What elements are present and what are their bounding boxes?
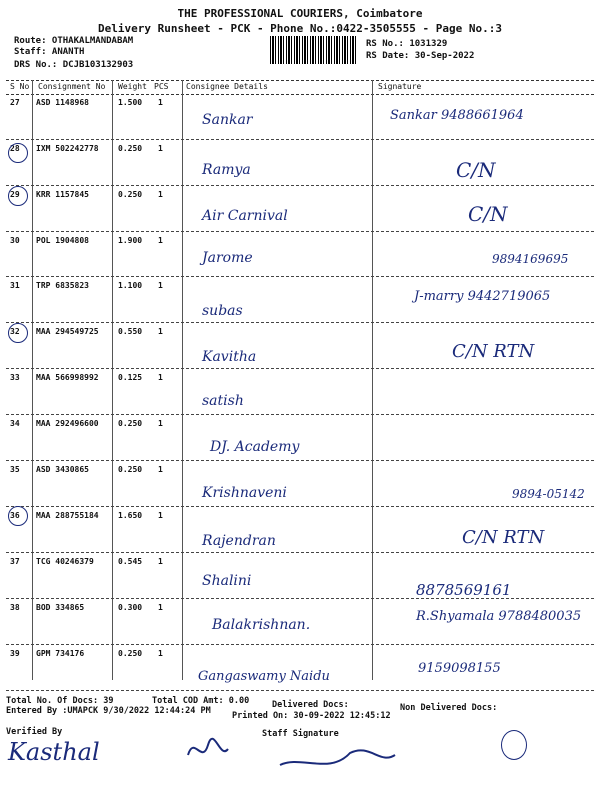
table-row: [6, 461, 594, 507]
row-signature: C/N: [468, 202, 508, 226]
table-row: [6, 140, 594, 186]
row-consignment: BOD 334865: [36, 603, 85, 612]
row-signature: C/N RTN: [462, 527, 545, 548]
row-consignee: Kavitha: [202, 349, 257, 365]
row-consignment: KRR 1157845: [36, 190, 89, 199]
row-pcs: 1: [158, 281, 163, 290]
table-row: [6, 415, 594, 461]
row-consignment: TRP 6835823: [36, 281, 89, 290]
row-sno: 27: [10, 98, 20, 107]
row-consignee: DJ. Academy: [210, 439, 300, 455]
table-row: [6, 94, 594, 140]
row-sno: 28: [10, 144, 20, 153]
row-consignee: Air Carnival: [202, 208, 288, 224]
row-consignee: Shalini: [202, 573, 252, 589]
verifier-signature: Kasthal: [8, 738, 100, 766]
row-sno: 32: [10, 327, 20, 336]
row-signature: Sankar 9488661964: [390, 108, 524, 123]
barcode-image: [270, 36, 356, 64]
col-consignee: Consignee Details: [186, 82, 268, 91]
col-signature: Signature: [378, 82, 422, 91]
row-pcs: 1: [158, 190, 163, 199]
route-label: Route: OTHAKALMANDABAM: [14, 36, 134, 46]
row-weight: 1.650: [118, 511, 143, 520]
row-sno: 29: [10, 190, 20, 199]
staff-label: Staff: ANANTH: [14, 47, 85, 57]
row-consignment: TCG 40246379: [36, 557, 94, 566]
row-sno: 37: [10, 557, 20, 566]
table-row: [6, 599, 594, 645]
drs-label: DRS No.: DCJB103132903: [14, 60, 134, 70]
row-consignment: ASD 3430865: [36, 465, 89, 474]
row-pcs: 1: [158, 557, 163, 566]
circle-mark-icon: [8, 143, 28, 163]
total-docs: Total No. Of Docs: 39: [6, 696, 114, 706]
table-row: [6, 507, 594, 553]
table-row: [6, 186, 594, 232]
row-sno: 38: [10, 603, 20, 612]
row-consignee: Krishnaveni: [202, 485, 287, 501]
row-signature: 9894-05142: [512, 487, 585, 501]
row-pcs: 1: [158, 465, 163, 474]
row-consignee: subas: [202, 303, 243, 319]
row-consignment: IXM 502242778: [36, 144, 99, 153]
col-weight: Weight: [118, 82, 147, 91]
row-weight: 1.100: [118, 281, 143, 290]
row-weight: 1.500: [118, 98, 143, 107]
runsheet-subtitle: Delivery Runsheet - PCK - Phone No.:0422-3505555 - Page No.:3: [98, 22, 502, 35]
circle-mark-icon: [8, 323, 28, 343]
table-row: [6, 645, 594, 691]
row-consignment: ASD 1148968: [36, 98, 89, 107]
table-row: [6, 277, 594, 323]
staff-signature: Staff Signature: [262, 729, 339, 739]
printed-on: Printed On: 30-09-2022 12:45:12: [232, 711, 391, 721]
row-signature: 8878569161: [416, 581, 512, 599]
entered-by: Entered By :UMAPCK 9/30/2022 12:44:24 PM: [6, 706, 211, 716]
col-pcs: PCS: [154, 82, 169, 91]
row-consignee: Ramya: [202, 162, 251, 178]
row-pcs: 1: [158, 236, 163, 245]
rs-number: RS No.: 1031329: [366, 39, 448, 49]
row-weight: 0.125: [118, 373, 143, 382]
row-weight: 0.550: [118, 327, 143, 336]
row-sno: 35: [10, 465, 20, 474]
col-consignment: Consignment No: [38, 82, 106, 91]
row-weight: 0.250: [118, 465, 143, 474]
row-weight: 0.250: [118, 419, 143, 428]
col-sno: S No: [10, 82, 30, 91]
verified-by: Verified By: [6, 727, 63, 737]
non-delivered-docs: Non Delivered Docs:: [400, 703, 498, 713]
table-row: [6, 553, 594, 599]
row-weight: 0.545: [118, 557, 143, 566]
row-consignee: Rajendran: [202, 533, 276, 549]
row-pcs: 1: [158, 98, 163, 107]
staff-signature-scribble: [180, 725, 420, 785]
row-signature: 9894169695: [492, 252, 569, 266]
row-consignment: MAA 292496600: [36, 419, 99, 428]
circle-mark-icon: [8, 506, 28, 526]
row-weight: 0.250: [118, 649, 143, 658]
row-consignment: MAA 288755184: [36, 511, 99, 520]
row-consignment: MAA 566998992: [36, 373, 99, 382]
table-row: [6, 323, 594, 369]
table-row: [6, 232, 594, 277]
row-consignment: MAA 294549725: [36, 327, 99, 336]
row-pcs: 1: [158, 373, 163, 382]
row-weight: 0.250: [118, 190, 143, 199]
row-sno: 36: [10, 511, 20, 520]
row-pcs: 1: [158, 419, 163, 428]
circle-mark-icon: [8, 186, 28, 206]
row-pcs: 1: [158, 603, 163, 612]
total-cod: Total COD Amt: 0.00: [152, 696, 250, 706]
row-sno: 33: [10, 373, 20, 382]
row-signature: R.Shyamala 9788480035: [416, 609, 582, 624]
initials-circle-icon: [501, 730, 527, 760]
row-weight: 0.300: [118, 603, 143, 612]
table-header: [6, 80, 594, 95]
row-consignee: Jarome: [202, 250, 253, 266]
row-pcs: 1: [158, 144, 163, 153]
row-weight: 1.900: [118, 236, 143, 245]
row-sno: 30: [10, 236, 20, 245]
row-sno: 31: [10, 281, 20, 290]
delivered-docs: Delivered Docs:: [272, 700, 349, 710]
row-signature: C/N: [456, 158, 496, 182]
row-consignment: POL 1904808: [36, 236, 89, 245]
row-pcs: 1: [158, 327, 163, 336]
row-consignee: Balakrishnan.: [212, 617, 311, 633]
row-signature: 9159098155: [418, 661, 501, 676]
row-consignee: Sankar: [202, 112, 253, 128]
row-signature: C/N RTN: [452, 341, 535, 362]
row-consignee: Gangaswamy Naidu: [198, 669, 330, 684]
row-consignee: satish: [202, 393, 244, 409]
company-title: THE PROFESSIONAL COURIERS, Coimbatore: [177, 7, 423, 20]
row-signature: J-marry 9442719065: [414, 289, 551, 304]
row-pcs: 1: [158, 649, 163, 658]
rs-date: RS Date: 30-Sep-2022: [366, 51, 475, 61]
row-sno: 39: [10, 649, 20, 658]
row-pcs: 1: [158, 511, 163, 520]
row-consignment: GPM 734176: [36, 649, 85, 658]
row-sno: 34: [10, 419, 20, 428]
table-row: [6, 369, 594, 415]
row-weight: 0.250: [118, 144, 143, 153]
